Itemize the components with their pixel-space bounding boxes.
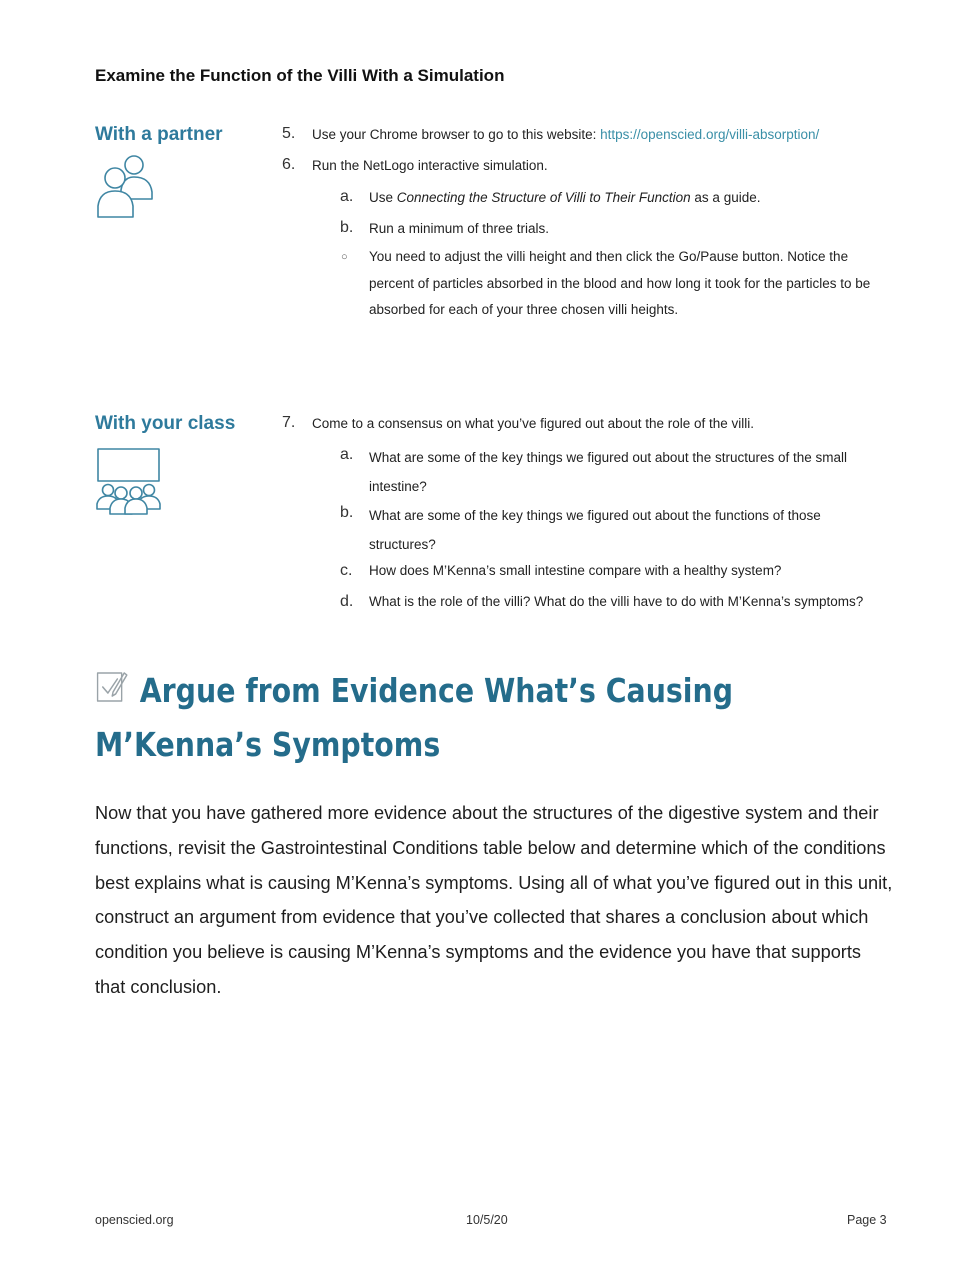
footer-date: 10/5/20 xyxy=(466,1213,508,1227)
sub-step-7c xyxy=(340,559,880,583)
with-class-label: With your class xyxy=(95,413,236,434)
step-number: 6. xyxy=(282,156,296,173)
section-title: Examine the Function of the Villi With a Simulation xyxy=(95,66,505,85)
sub-letter: b. xyxy=(340,504,354,521)
hollow-bullet-icon: ○ xyxy=(341,251,348,263)
sub-step-6a xyxy=(340,185,880,212)
footer-page-number: Page 3 xyxy=(847,1213,887,1227)
checkbox-pencil-icon xyxy=(95,668,128,704)
villi-absorption-link[interactable]: https://openscied.org/villi-absorption/ xyxy=(600,127,820,142)
sub-text: You need to adjust the villi height and then click the Go/Pause button. Notice the percent of particles absorbed in the blood and how long it took for the particles to be absorbed for each of your three chosen villi heights. xyxy=(369,249,871,317)
footer-site: openscied.org xyxy=(95,1213,174,1227)
sub-text: Use xyxy=(369,190,397,205)
step-6-text: Run the NetLogo interactive simulation. xyxy=(312,158,548,173)
step-number: 5. xyxy=(282,125,296,142)
sub-letter: d. xyxy=(340,593,354,610)
class-presentation-icon xyxy=(95,447,163,517)
sub-text: Run a minimum of three trials. xyxy=(369,221,550,236)
instructions-paragraph: Now that you have gathered more evidence about the structures of the digestive system and their functions, revisit the Gastrointestinal Conditions table below and determine which of the conditions best explains what is causing M’Kenna’s symptoms. Using all of what you’ve figured out in this unit, construct an argument from evidence that you’ve collected that shares a conclusion about which condition you believe is causing M’Kenna’s symptoms and the evidence you have that supports that conclusion. xyxy=(95,803,893,997)
sub-letter: a. xyxy=(340,188,354,205)
sub-text: as a guide. xyxy=(690,190,761,205)
sub-step-6-bullet xyxy=(340,244,880,324)
step-7-text: Come to a consensus on what you’ve figured out about the role of the villi. xyxy=(312,416,755,431)
sub-text: What are some of the key things we figured out about the structures of the small intestine? xyxy=(369,450,847,494)
guide-title: Connecting the Structure of Villi to Their Function xyxy=(396,190,691,205)
with-partner-label: With a partner xyxy=(95,124,223,145)
sub-text: What is the role of the villi? What do the villi have to do with M’Kenna’s symptoms? xyxy=(369,594,864,609)
step-number: 7. xyxy=(282,414,296,431)
partner-people-icon xyxy=(95,152,155,220)
sub-letter: a. xyxy=(340,446,354,463)
sub-step-7a xyxy=(340,443,880,501)
sub-step-6b xyxy=(340,216,880,243)
sub-letter: b. xyxy=(340,219,354,236)
sub-step-7d xyxy=(340,590,880,614)
sub-letter: c. xyxy=(340,562,353,579)
argue-heading xyxy=(95,664,783,772)
sub-step-7b xyxy=(340,501,880,559)
sub-text: How does M’Kenna’s small intestine compare with a healthy system? xyxy=(369,563,782,578)
heading-text: Argue from Evidence What’s Causing M’Kenna’s Symptoms xyxy=(95,671,734,764)
step-5-text: Use your Chrome browser to go to this website: xyxy=(312,127,601,142)
sub-text: What are some of the key things we figured out about the functions of those structures? xyxy=(369,508,821,552)
